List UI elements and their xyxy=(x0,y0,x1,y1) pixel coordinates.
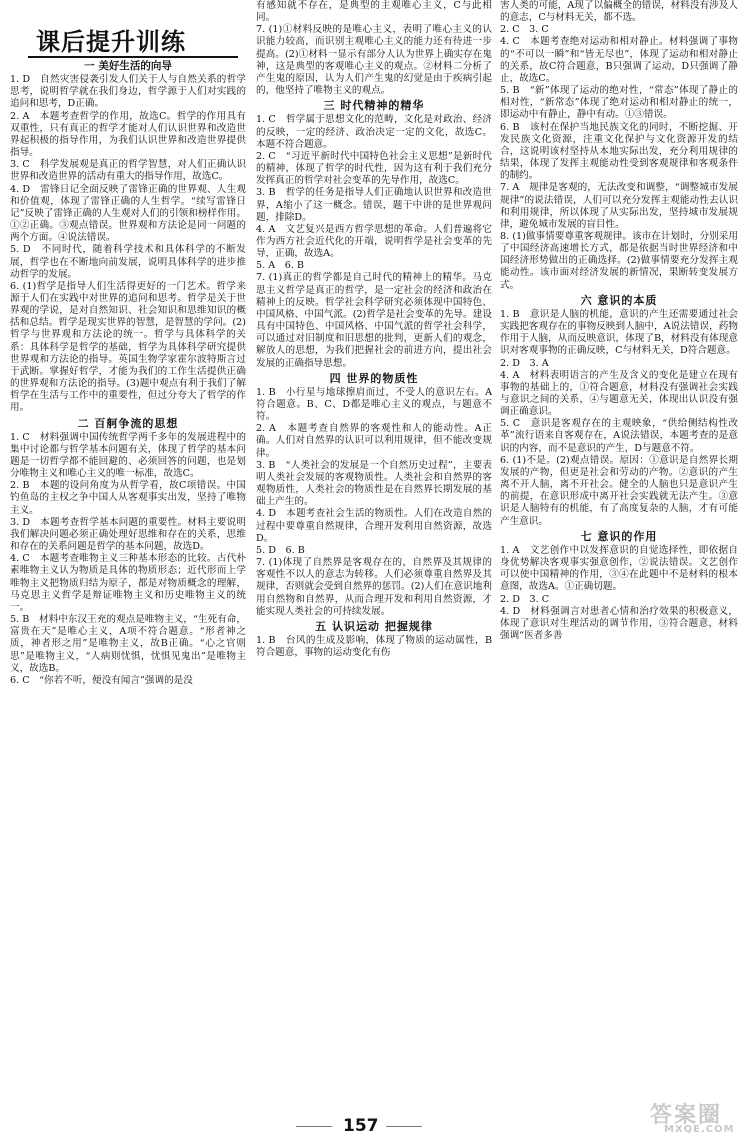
answer-paragraph: 4. D 本题考查社会生活的物质性。人们在改造自然的过程中要尊重自然规律，合理开发利用自然资源，故选D。 xyxy=(256,508,492,544)
answer-paragraph: 7. (1)真正的哲学都是自己时代的精神上的精华。马克思主义哲学是真正的哲学，是一定社会的经济和政治在精神上的反映。哲学社会科学研究必须体现中国特色、中国风格、中国气派。(2)哲学是社会变革的先导。建设具有中国特色、中国风格、中国气派的哲学社会科学，可以通过对旧制度和旧思想的批判，更新人们的观念，解放人的思想，为我们把握社会的前进方向，提出社会发展的正确指导思想。 xyxy=(256,272,492,369)
page-number-rule-right xyxy=(386,1126,422,1127)
answer-paragraph: 5. A 6. B xyxy=(256,260,304,272)
answer-paragraph: 2. C 3. C xyxy=(500,24,549,36)
answer-paragraph: 5. D 不同时代，随着科学技术和具体科学的不断发展，哲学也在不断地向前发展，说明具体科学的进步推动哲学的发展。 xyxy=(10,244,246,280)
answer-paragraph: 3. D 本题考查哲学基本问题的重要性。材料主要说明我们解决问题必须正确处理好思维和存在的关系，思维和存在的关系问题是哲学的基本问题，故选D。 xyxy=(10,516,246,553)
column-right xyxy=(500,0,738,1118)
answer-paragraph: 5. C 意识是客观存在的主观映象，“供给侧结构性改革”流行语来自客观存在，A说法错误，本题考查的是意识的内容，而不是意识的产生，D与题意不符。 xyxy=(500,418,738,454)
answer-paragraph: 7. (1)①材料反映的是唯心主义，表明了唯心主义的认识能力较高，而识别主观唯心主义的能力还有待进一步提高。(2)①材料一显示有部分人认为世界上确实存在鬼神，这是典型的客观唯心主义的观点。②材料二分析了产生鬼的原因，认为人们产生鬼的幻觉是由于疾病引起的，他坚持了唯物主义的观点。 xyxy=(256,24,492,97)
answer-paragraph: 5. B 材料中东汉王充的观点是唯物主义，“生死有命，富贵在天”是唯心主义，A项不符合题意。“形者神之质，神者形之用”是唯物主义，故B正确。“心之官则思”是唯物主义，“人病则忧惧，忧惧见鬼出”是唯物主义，故选B。 xyxy=(10,614,246,674)
answer-paragraph: 2. A 本题考查哲学的作用，故选C。哲学的作用具有双重性，只有真正的哲学才能对人们认识世界和改造世界起积极的指导作用，为我们认识世界和改造世界提供指导。 xyxy=(10,110,246,159)
answer-paragraph: 2. B 本题的设问角度为从哲学看，故C项错误。中国钓鱼岛的主权之争中国人从客观事实出发，坚持了唯物主义。 xyxy=(10,480,246,516)
answer-paragraph: 2. C “习近平新时代中国特色社会主义思想”是新时代的精神，体现了哲学的时代性，因为这有利于我们充分发挥真正的哲学对社会变革的先导作用，故选C。 xyxy=(256,150,492,187)
answer-paragraph: 3. B “人类社会的发展是一个自然历史过程”，主要表明人类社会发展的客观物质性。人类社会和自然界的客观物质性，人类社会的物质性是在自然界长期发展的基础上产生的。 xyxy=(256,459,492,508)
page-number: 157 xyxy=(343,1116,379,1136)
answer-paragraph: 6. B 该村在保护当地民族文化的同时，不断挖掘、开发民族文化资源，注重文化保护与文化资源开发的结合，这说明该村坚持从本地实际出发，充分利用规律的结果，体现了发挥主观能动性受到客观规律和客观条件的制约。 xyxy=(500,121,738,182)
answer-paragraph: 1. B 台风的生成及影响，体现了物质的运动属性，B符合题意，事物的运动变化有伤 xyxy=(256,634,492,659)
answer-paragraph: 4. D 雷锋日记全面反映了雷锋正确的世界观、人生观和价值观，体现了雷锋正确的人生哲学。“续写雷锋日记”反映了雷锋正确的人生观对人们的引领和榜样作用。①②正确。③观点错误。世界观和方法论是同一问题的两个方面。④说法错误。 xyxy=(10,183,246,244)
answer-paragraph: 4. A 材料表明语言的产生及含义的变化是建立在现有事物的基础上的，①符合题意，材料没有强调社会实践与意识之间的关系，④与题意无关，体现出认识没有强调正确意识。 xyxy=(500,369,738,418)
answer-paragraph: 1. B 小行星与地球擦肩而过，不受人的意识左右。A符合题意。B、C、D都是唯心主义的观点，与题意不符。 xyxy=(256,386,492,423)
section-heading: 七 意识的作用 xyxy=(580,529,658,543)
answer-paragraph: 6. (1)不是。(2)观点错误。原因：①意识是自然界长期发展的产物，但更是社会和劳动的产物。②意识的产生离不开人脑，离不开社会。健全的人脑也只是意识产生的前提，在意识形成中离开社会实践就无法产生。③意识是人脑特有的机能，有了高度复杂的人脑，才有可能产生意识。 xyxy=(500,454,738,527)
answer-paragraph: 4. A 文艺复兴是西方哲学思想的革命。人们普遍将它作为西方社会近代化的开端，说明哲学是社会变革的先导，正确，故选A。 xyxy=(256,223,492,260)
answer-paragraph: 3. C 科学发展观是真正的哲学智慧，对人们正确认识世界和改造世界的活动有重大的指导作用，故选C。 xyxy=(10,159,246,183)
section-heading: 一 美好生活的向导 xyxy=(84,60,172,72)
answer-paragraph: 8. (1)做事情要尊重客观规律。该市在计划时，分别采用了中国经济高速增长方式，都是依据当时世界经济和中国经济形势做出的正确选择。(2)做事情要充分发挥主观能动性。该市面对经济发展的新情况，果断转变发展方式。 xyxy=(500,230,738,291)
page-number-rule-left xyxy=(296,1126,332,1127)
answer-paragraph: 2. D 3. A xyxy=(500,357,549,369)
column-left xyxy=(10,58,246,1120)
answer-paragraph: 4. C 本题考查唯物主义三种基本形态的比较。古代朴素唯物主义认为物质是具体的物质形态；近代形而上学唯物主义把物质归结为原子，都是对物质概念的理解，马克思主义哲学是辩证唯物主义和历史唯物主义的统一。 xyxy=(10,553,246,613)
answer-paragraph: 5. B “新”体现了运动的绝对性，“常态”体现了静止的相对性，“新常态”体现了绝对运动和相对静止的统一，即运动中有静止，静中有动。①③错误。 xyxy=(500,85,738,121)
answer-paragraph: 1. C 哲学属于思想文化的范畴，文化是对政治、经济的反映，一定的经济、政治决定一定的文化，故选C。本题不符合题意。 xyxy=(256,114,492,150)
answer-paragraph: 1. C 材料强调中国传统哲学两千多年的发展进程中的集中讨论都与哲学基本问题有关，体现了哲学的基本问题是一切哲学都不能回避的、必须回答的问题，也是划分唯物主义和唯心主义的唯一标准，故选C。 xyxy=(10,431,246,480)
section-heading: 五 认识运动 把握规律 xyxy=(315,619,433,633)
answer-paragraph: 7. A 规律是客观的，无法改变和调整，“调整城市发展规律”的说法错误，人们可以充分发挥主观能动性去认识和利用规律，所以体现了从实际出发，坚持城市发展规律，避免城市发展的盲目性。 xyxy=(500,182,738,230)
section-heading: 二 百舸争流的思想 xyxy=(77,416,179,430)
answer-paragraph: 4. C 本题考查绝对运动和相对静止。材料强调了事物的“不可以一瞬”和“皆无尽也”，体现了运动和相对静止的关系，故C符合题意，B只强调了运动，D只强调了静止，故选C。 xyxy=(500,36,738,84)
answer-paragraph: 2. A 本题考查自然界的客观性和人的能动性。A正确。人们对自然界的认识可以利用规律，但不能改变规律。 xyxy=(256,423,492,459)
watermark-logo xyxy=(642,1098,742,1138)
section-heading: 四 世界的物质性 xyxy=(329,371,419,385)
column-middle xyxy=(256,0,492,1118)
answer-paragraph: 1. A 文艺创作中以发挥意识的自觉选择性，即依据自身优势解决客观事实强意创作，②说法错误。文艺创作可以使中国精神的作用，③④在此题中不是材料的根本意图，故选A。①正确切题。 xyxy=(500,544,738,593)
answer-paragraph: 6. C “你若不听，便没有闻言”强调的是没 xyxy=(10,674,193,686)
answer-paragraph: 1. D 自然灾害侵袭引发人们关于人与自然关系的哲学思考，说明哲学就在我们身边，哲学源于人们对实践的追问和思考，D正确。 xyxy=(10,74,246,110)
answer-paragraph: 7. (1)体现了自然界是客观存在的，自然界及其规律的客观性不以人的意志为转移。人们必须尊重自然界及其规律，否则就会受到自然界的惩罚。(2)人们在意识地利用自然物和自然界，从而合理开发和利用自然资源，才能实现人类社会的可持续发展。 xyxy=(256,557,492,617)
section-heading: 六 意识的本质 xyxy=(580,293,658,307)
answer-paragraph: 害人类的可能，A现了以偏概全的错误，材料没有涉及人的意志，C与材料无关，都不选。 xyxy=(500,0,738,24)
page-title: 课后提升训练 xyxy=(36,28,186,56)
answer-paragraph: 4. D 材料强调言对患者心情和治疗效果的积极意义，体现了意识对生理活动的调节作用，③符合题意，材料强调“医者多善 xyxy=(500,605,738,641)
watermark-brand: 答案圈 xyxy=(650,1103,723,1128)
section-heading: 三 时代精神的精华 xyxy=(323,99,425,113)
watermark-url: MXQE.COM xyxy=(664,1124,735,1135)
answer-paragraph: 有感知就不存在，是典型的主观唯心主义，C与此相同。 xyxy=(256,0,492,24)
answer-paragraph: 3. B 哲学的任务是指导人们正确地认识世界和改造世界，A缩小了这一概念。错误，题干中讲的是世界观问题，排除D。 xyxy=(256,187,492,223)
answer-paragraph: 1. B 意识是人脑的机能，意识的产生还需要通过社会实践把客观存在的事物反映到人脑中，A说法错误，药物作用于人脑，从而反映意识，体现了B，材料没有体现意识对客观事物的正确反映，C与材料无关，D符合题意。 xyxy=(500,308,738,357)
answer-paragraph: 2. D 3. C xyxy=(500,593,550,605)
answer-paragraph: 6. (1)哲学是指导人们生活得更好的一门艺术。哲学来源于人们在实践中对世界的追问和思考。哲学是关于世界观的学说，是对自然知识、社会知识和思维知识的概括和总结。哲学是现实世界的智慧，是智慧的学问。(2)哲学与世界观和方法论的统一。哲学与具体科学的关系：具体科学是哲学的基础，哲学为具体科学研究提供世界观和方法论的指导。英国生物学家霍尔波特斯言过于武断。掌握好哲学，才能为我们的工作生活提供正确的世界观和方法论的指导。(3)题中观点有利于我们了解哲学在生活与工作中的重要性，但过分夸大了哲学的作用。 xyxy=(10,280,246,414)
answer-paragraph: 5. D 6. B xyxy=(256,544,305,556)
